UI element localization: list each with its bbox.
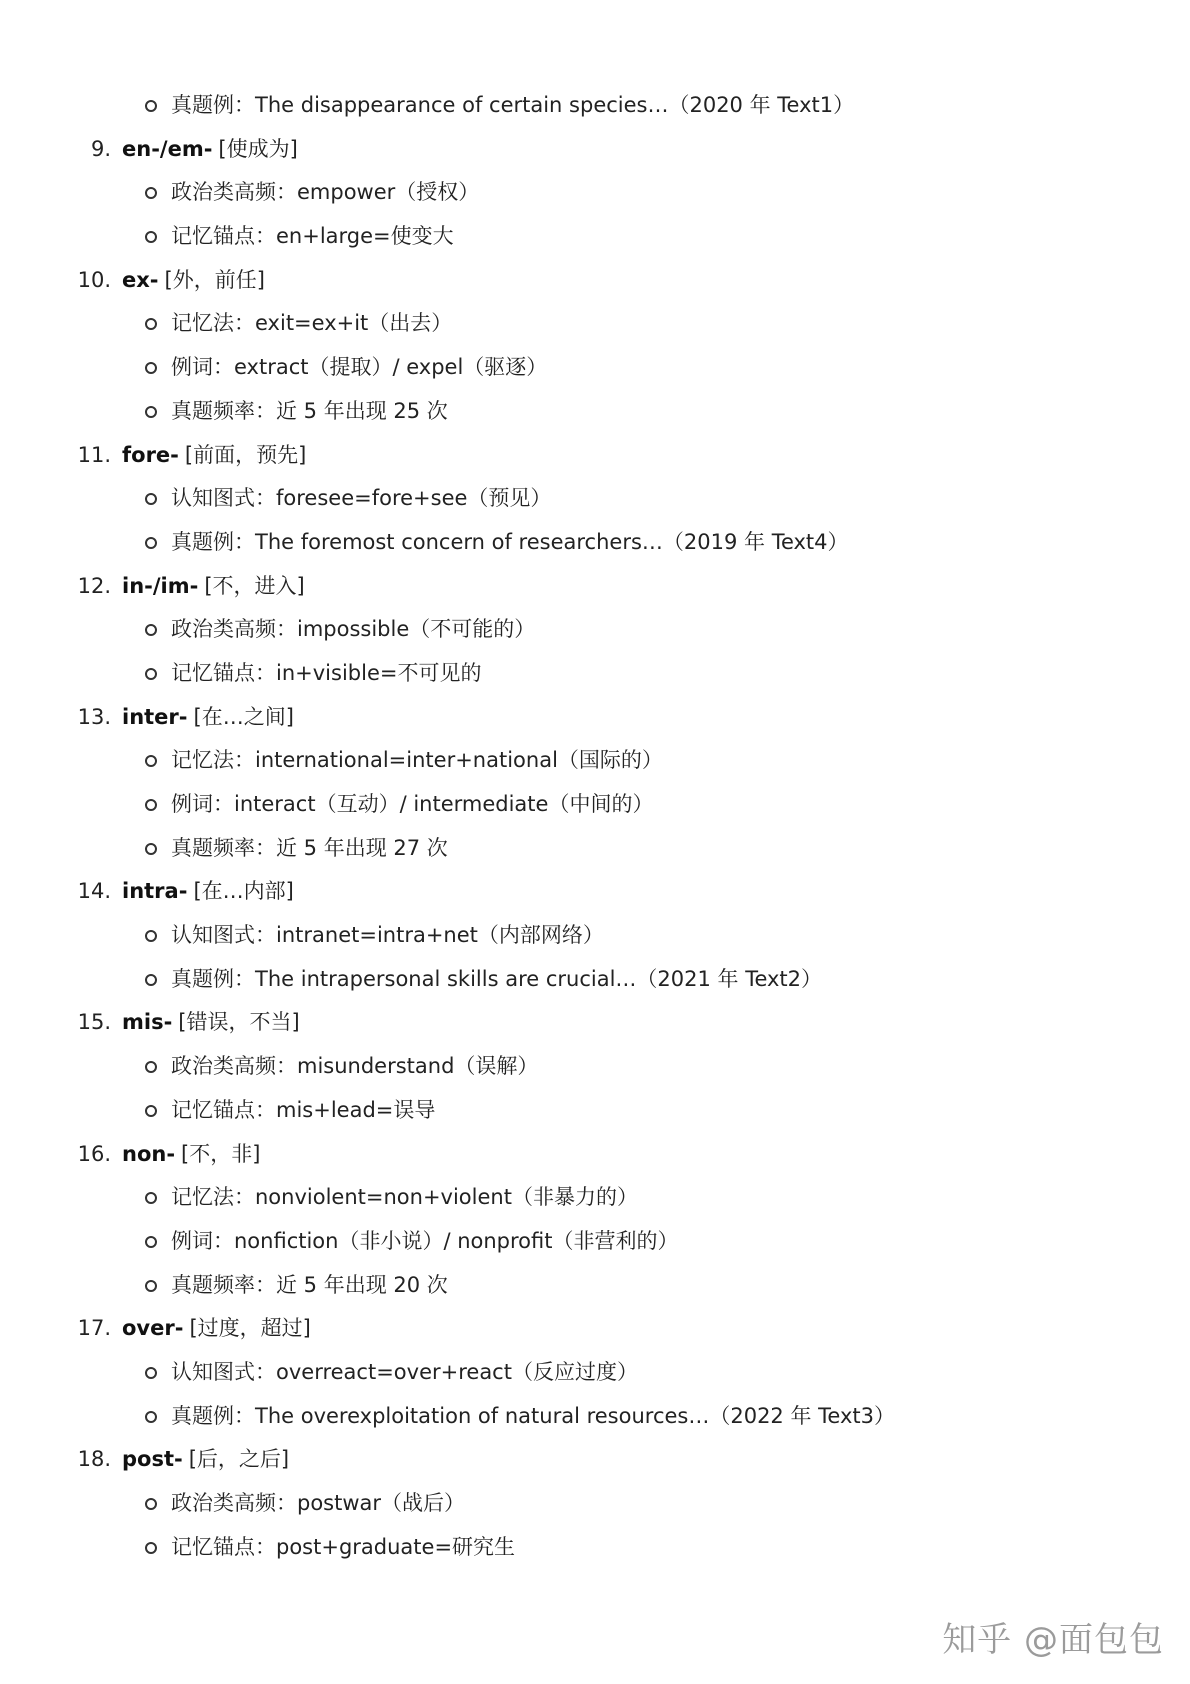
sub-item (0, 1089, 1190, 1133)
sub-item (0, 739, 1190, 783)
hollow-circle-bullet-icon (145, 843, 157, 855)
hollow-circle-bullet-icon (145, 100, 157, 112)
item-meaning: [过度，超过] (189, 1316, 311, 1341)
sub-item-content: nonfiction（非小说）/ nonprofit（非营利的） (234, 1228, 679, 1253)
sub-item-label: 政治类高频： (171, 617, 297, 642)
hollow-circle-bullet-icon (145, 668, 157, 680)
sub-item-label: 记忆法： (171, 1185, 255, 1210)
item-number: 10. (77, 267, 111, 292)
item-prefix: en-/em- (122, 136, 213, 161)
sub-item-content: The intrapersonal skills are crucial…（2021 年 Text2） (255, 966, 823, 991)
sub-item-content: The foremost concern of researchers…（2019 年 Text4） (255, 529, 849, 554)
hollow-circle-bullet-icon (145, 930, 157, 942)
item-number: 15. (77, 1010, 111, 1035)
sub-item (0, 1351, 1190, 1395)
sub-item-content: interact（互动）/ intermediate（中间的） (234, 792, 654, 816)
sub-item-label: 真题频率： (171, 398, 276, 423)
hollow-circle-bullet-icon (145, 1280, 157, 1292)
sub-item (0, 1395, 1190, 1439)
sub-item (0, 1526, 1190, 1570)
prefix-item (0, 1001, 1190, 1045)
item-prefix: mis- (122, 1010, 173, 1035)
sub-item-content: intranet=intra+net（内部网络） (276, 923, 604, 948)
sub-item-label: 真题例： (171, 529, 255, 554)
sub-list (0, 1045, 1190, 1132)
hollow-circle-bullet-icon (145, 755, 157, 767)
sub-item-label: 政治类高频： (171, 1054, 297, 1079)
prefix-item (0, 1438, 1190, 1482)
hollow-circle-bullet-icon (145, 1192, 157, 1204)
hollow-circle-bullet-icon (145, 1411, 157, 1423)
item-meaning: [错误，不当] (178, 1010, 300, 1035)
item-number: 17. (77, 1316, 111, 1341)
sub-item-content: international=inter+national（国际的） (255, 748, 663, 773)
sub-item-label: 真题例： (171, 966, 255, 991)
item-meaning: [在…内部] (193, 879, 294, 904)
hollow-circle-bullet-icon (145, 1498, 157, 1510)
item-number: 14. (77, 879, 111, 904)
sub-list (0, 171, 1190, 258)
item-prefix: over- (122, 1316, 184, 1341)
sub-list (0, 1176, 1190, 1307)
sub-item (0, 171, 1190, 215)
item-prefix: in-/im- (122, 573, 199, 598)
sub-item (0, 346, 1190, 390)
sub-item-content: misunderstand（误解） (297, 1054, 539, 1079)
sub-item (0, 521, 1190, 565)
sub-item-label: 例词： (171, 355, 234, 380)
lead-sub-list (0, 84, 1190, 128)
item-prefix: intra- (122, 879, 188, 904)
sub-item (0, 215, 1190, 259)
sub-item-label: 认知图式： (171, 923, 276, 948)
item-number: 11. (77, 442, 111, 467)
sub-item-label: 真题频率： (171, 835, 276, 860)
hollow-circle-bullet-icon (145, 624, 157, 636)
prefix-item (0, 128, 1190, 172)
sub-item-content: empower（授权） (297, 180, 480, 205)
item-meaning: [在…之间] (193, 704, 294, 729)
hollow-circle-bullet-icon (145, 187, 157, 199)
sub-item-label: 例词： (171, 1228, 234, 1253)
sub-item-label: 认知图式： (171, 486, 276, 511)
prefix-item (0, 1307, 1190, 1351)
item-prefix: fore- (122, 442, 179, 467)
hollow-circle-bullet-icon (145, 537, 157, 549)
sub-item (0, 1176, 1190, 1220)
item-number: 18. (77, 1447, 111, 1472)
hollow-circle-bullet-icon (145, 1061, 157, 1073)
sub-item (0, 958, 1190, 1002)
sub-item-content: The disappearance of certain species…（2020 年 Text1） (255, 93, 855, 117)
sub-item-label: 记忆锚点： (171, 660, 276, 685)
sub-list (0, 914, 1190, 1001)
sub-item (0, 1045, 1190, 1089)
item-number: 16. (77, 1141, 111, 1166)
sub-item-content: nonviolent=non+violent（非暴力的） (255, 1185, 638, 1210)
sub-list (0, 477, 1190, 564)
sub-item-label: 政治类高频： (171, 180, 297, 205)
hollow-circle-bullet-icon (145, 1236, 157, 1248)
sub-item (0, 827, 1190, 871)
hollow-circle-bullet-icon (145, 231, 157, 243)
hollow-circle-bullet-icon (145, 362, 157, 374)
sub-list (0, 608, 1190, 695)
sub-item (0, 390, 1190, 434)
sub-list (0, 1482, 1190, 1569)
sub-item-content: in+visible=不可见的 (276, 660, 482, 685)
item-prefix: non- (122, 1141, 176, 1166)
sub-item-label: 记忆锚点： (171, 1534, 276, 1559)
sub-list (0, 1351, 1190, 1438)
item-number: 12. (77, 573, 111, 598)
watermark-text: 知乎 @面包包 (942, 1620, 1164, 1660)
sub-item-content: mis+lead=误导 (276, 1097, 436, 1122)
sub-item-label: 政治类高频： (171, 1491, 297, 1515)
sub-item-content: impossible（不可能的） (297, 617, 536, 642)
item-meaning: [不，进入] (204, 573, 305, 598)
sub-item-content: postwar（战后） (297, 1491, 466, 1515)
sub-item-content: post+graduate=研究生 (276, 1534, 516, 1559)
sub-item (0, 302, 1190, 346)
sub-item-content: overreact=over+react（反应过度） (276, 1359, 638, 1384)
item-meaning: [后，之后] (188, 1447, 290, 1472)
sub-item-content: The overexploitation of natural resources…（2022 年 Text3） (255, 1403, 895, 1428)
prefix-item (0, 259, 1190, 303)
prefix-item (0, 565, 1190, 609)
sub-item (0, 1220, 1190, 1264)
sub-item (0, 783, 1190, 827)
sub-item (0, 84, 1190, 128)
sub-item-content: 近 5 年出现 25 次 (276, 398, 448, 423)
prefix-item (0, 870, 1190, 914)
sub-item-content: extract（提取）/ expel（驱逐） (234, 355, 548, 380)
sub-item-label: 记忆锚点： (171, 1097, 276, 1122)
item-meaning: [使成为] (218, 136, 298, 161)
sub-list (0, 739, 1190, 870)
item-number: 13. (77, 704, 111, 729)
sub-item-label: 例词： (171, 792, 234, 816)
item-number: 9. (90, 136, 111, 161)
item-meaning: [不，非] (181, 1141, 261, 1166)
sub-item-label: 真题例： (171, 1403, 255, 1428)
sub-item-label: 真题例： (171, 93, 255, 117)
sub-item-content: 近 5 年出现 20 次 (276, 1272, 448, 1297)
sub-item-content: foresee=fore+see（预见） (276, 486, 552, 511)
sub-item-label: 记忆法： (171, 311, 255, 336)
sub-list (0, 302, 1190, 433)
prefix-item (0, 434, 1190, 478)
prefix-list (0, 128, 1190, 1570)
sub-item-label: 记忆法： (171, 748, 255, 773)
document-page (0, 84, 1190, 1569)
prefix-item (0, 696, 1190, 740)
item-prefix: ex- (122, 267, 159, 292)
sub-item (0, 477, 1190, 521)
hollow-circle-bullet-icon (145, 1105, 157, 1117)
sub-item (0, 652, 1190, 696)
hollow-circle-bullet-icon (145, 406, 157, 418)
prefix-item (0, 1133, 1190, 1177)
sub-item-content: exit=ex+it（出去） (255, 311, 453, 336)
item-meaning: [前面，预先] (184, 442, 307, 467)
hollow-circle-bullet-icon (145, 1542, 157, 1554)
item-meaning: [外，前任] (164, 267, 265, 292)
hollow-circle-bullet-icon (145, 799, 157, 811)
sub-item-label: 真题频率： (171, 1272, 276, 1297)
hollow-circle-bullet-icon (145, 974, 157, 986)
sub-item (0, 1264, 1190, 1308)
hollow-circle-bullet-icon (145, 493, 157, 505)
item-prefix: post- (122, 1447, 183, 1472)
sub-item-label: 记忆锚点： (171, 224, 276, 249)
sub-item-content: en+large=使变大 (276, 224, 454, 249)
sub-item (0, 914, 1190, 958)
sub-item (0, 1482, 1190, 1526)
sub-item-content: 近 5 年出现 27 次 (276, 835, 448, 860)
hollow-circle-bullet-icon (145, 1367, 157, 1379)
sub-item (0, 608, 1190, 652)
sub-item-label: 认知图式： (171, 1359, 276, 1384)
item-prefix: inter- (122, 704, 188, 729)
hollow-circle-bullet-icon (145, 318, 157, 330)
